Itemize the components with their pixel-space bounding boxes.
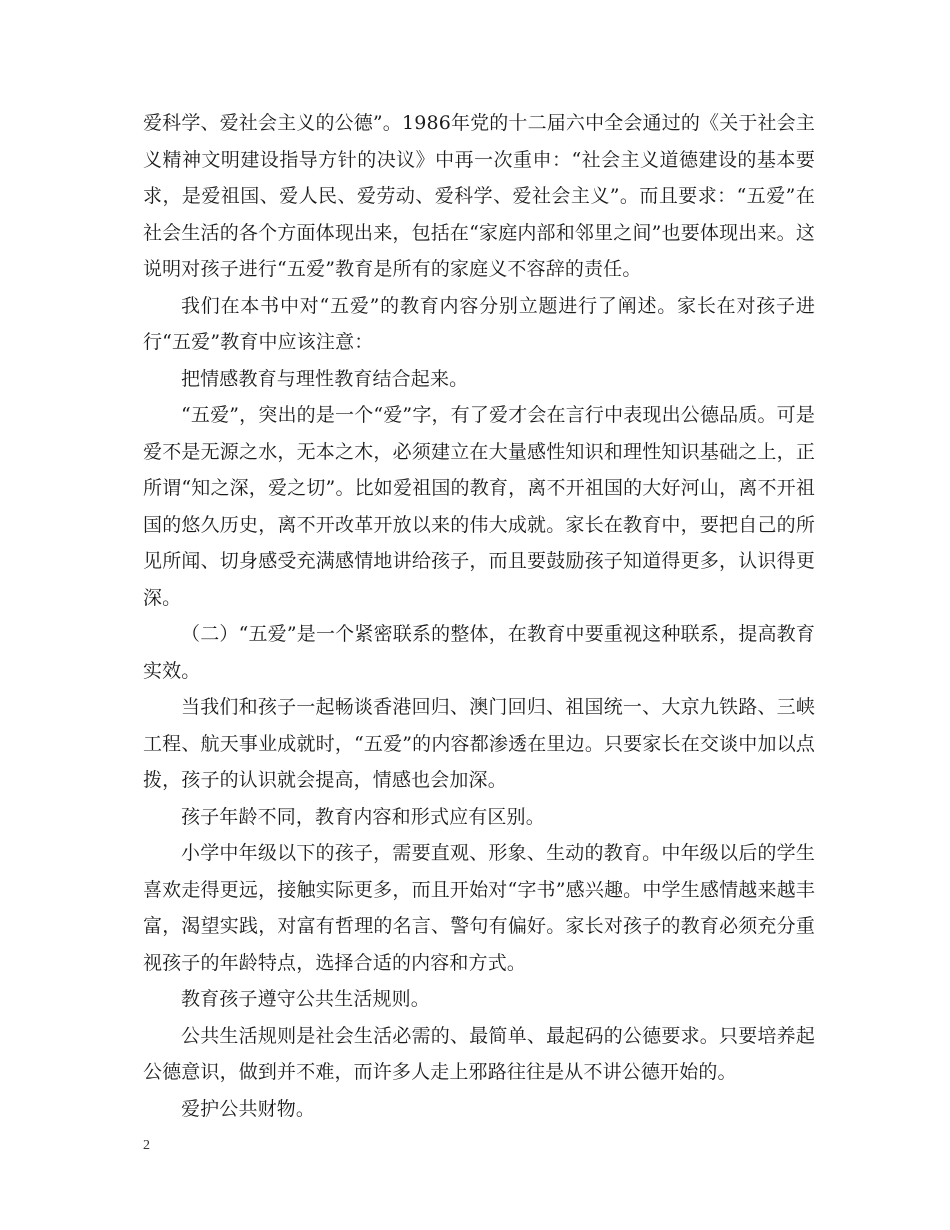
- paragraph-8: 小学中年级以下的孩子，需要直观、形象、生动的教育。中年级以后的学生喜欢走得更远，接触实际更多，而且开始对“字书”感兴趣。中学生感情越来越丰富，渴望实践，对富有哲理的名言、警句有偏好。家长对孩子的教育必须充分重视孩子的年龄特点，选择合适的内容和方式。: [143, 842, 815, 974]
- paragraph-1: 爱科学、爱社会主义的公德”。1986年党的十二届六中全会通过的《关于社会主义精神文明建设指导方针的决议》中再一次重申：“社会主义道德建设的基本要求，是爱祖国、爱人民、爱劳动、爱科学、爱社会主义”。而且要求：“五爱”在社会生活的各个方面体现出来，包括在“家庭内部和邻里之间”也要体现出来。这说明对孩子进行“五爱”教育是所有的家庭义不容辞的责任。: [143, 112, 815, 280]
- paragraph-11: 爱护公共财物。: [181, 1097, 316, 1120]
- paragraph-4: “五爱”，突出的是一个“爱”字，有了爱才会在言行中表现出公德品质。可是爱不是无源之水，无本之木，必须建立在大量感性知识和理性知识基础之上，正所谓“知之深，爱之切”。比如爱祖国的教育，离不开祖国的大好河山，离不开祖国的悠久历史，离不开改革开放以来的伟大成就。家长在教育中，要把自己的所见所闻、切身感受充满感情地讲给孩子，而且要鼓励孩子知道得更多，认识得更深。: [143, 404, 815, 609]
- document-body: [143, 105, 815, 1127]
- paragraph-2: 我们在本书中对“五爱”的教育内容分别立题进行了阐述。家长在对孩子进行“五爱”教育中应该注意：: [143, 294, 815, 353]
- paragraph-7: 孩子年龄不同，教育内容和形式应有区别。: [181, 805, 545, 828]
- paragraph-9: 教育孩子遵守公共生活规则。: [181, 988, 430, 1010]
- paragraph-5: （二）“五爱”是一个紧密联系的整体，在教育中要重视这种联系，提高教育实效。: [143, 623, 815, 682]
- page-number: 2: [143, 1138, 150, 1153]
- paragraph-10: 公共生活规则是社会生活必需的、最简单、最起码的公德要求。只要培养起公德意识，做到并不难，而许多人走上邪路往往是从不讲公德开始的。: [143, 1024, 815, 1083]
- paragraph-6: 当我们和孩子一起畅谈香港回归、澳门回归、祖国统一、大京九铁路、三峡工程、航天事业成就时，“五爱”的内容都渗透在里边。只要家长在交谈中加以点拨，孩子的认识就会提高，情感也会加深。: [143, 696, 815, 791]
- paragraph-3: 把情感教育与理性教育结合起来。: [181, 367, 469, 390]
